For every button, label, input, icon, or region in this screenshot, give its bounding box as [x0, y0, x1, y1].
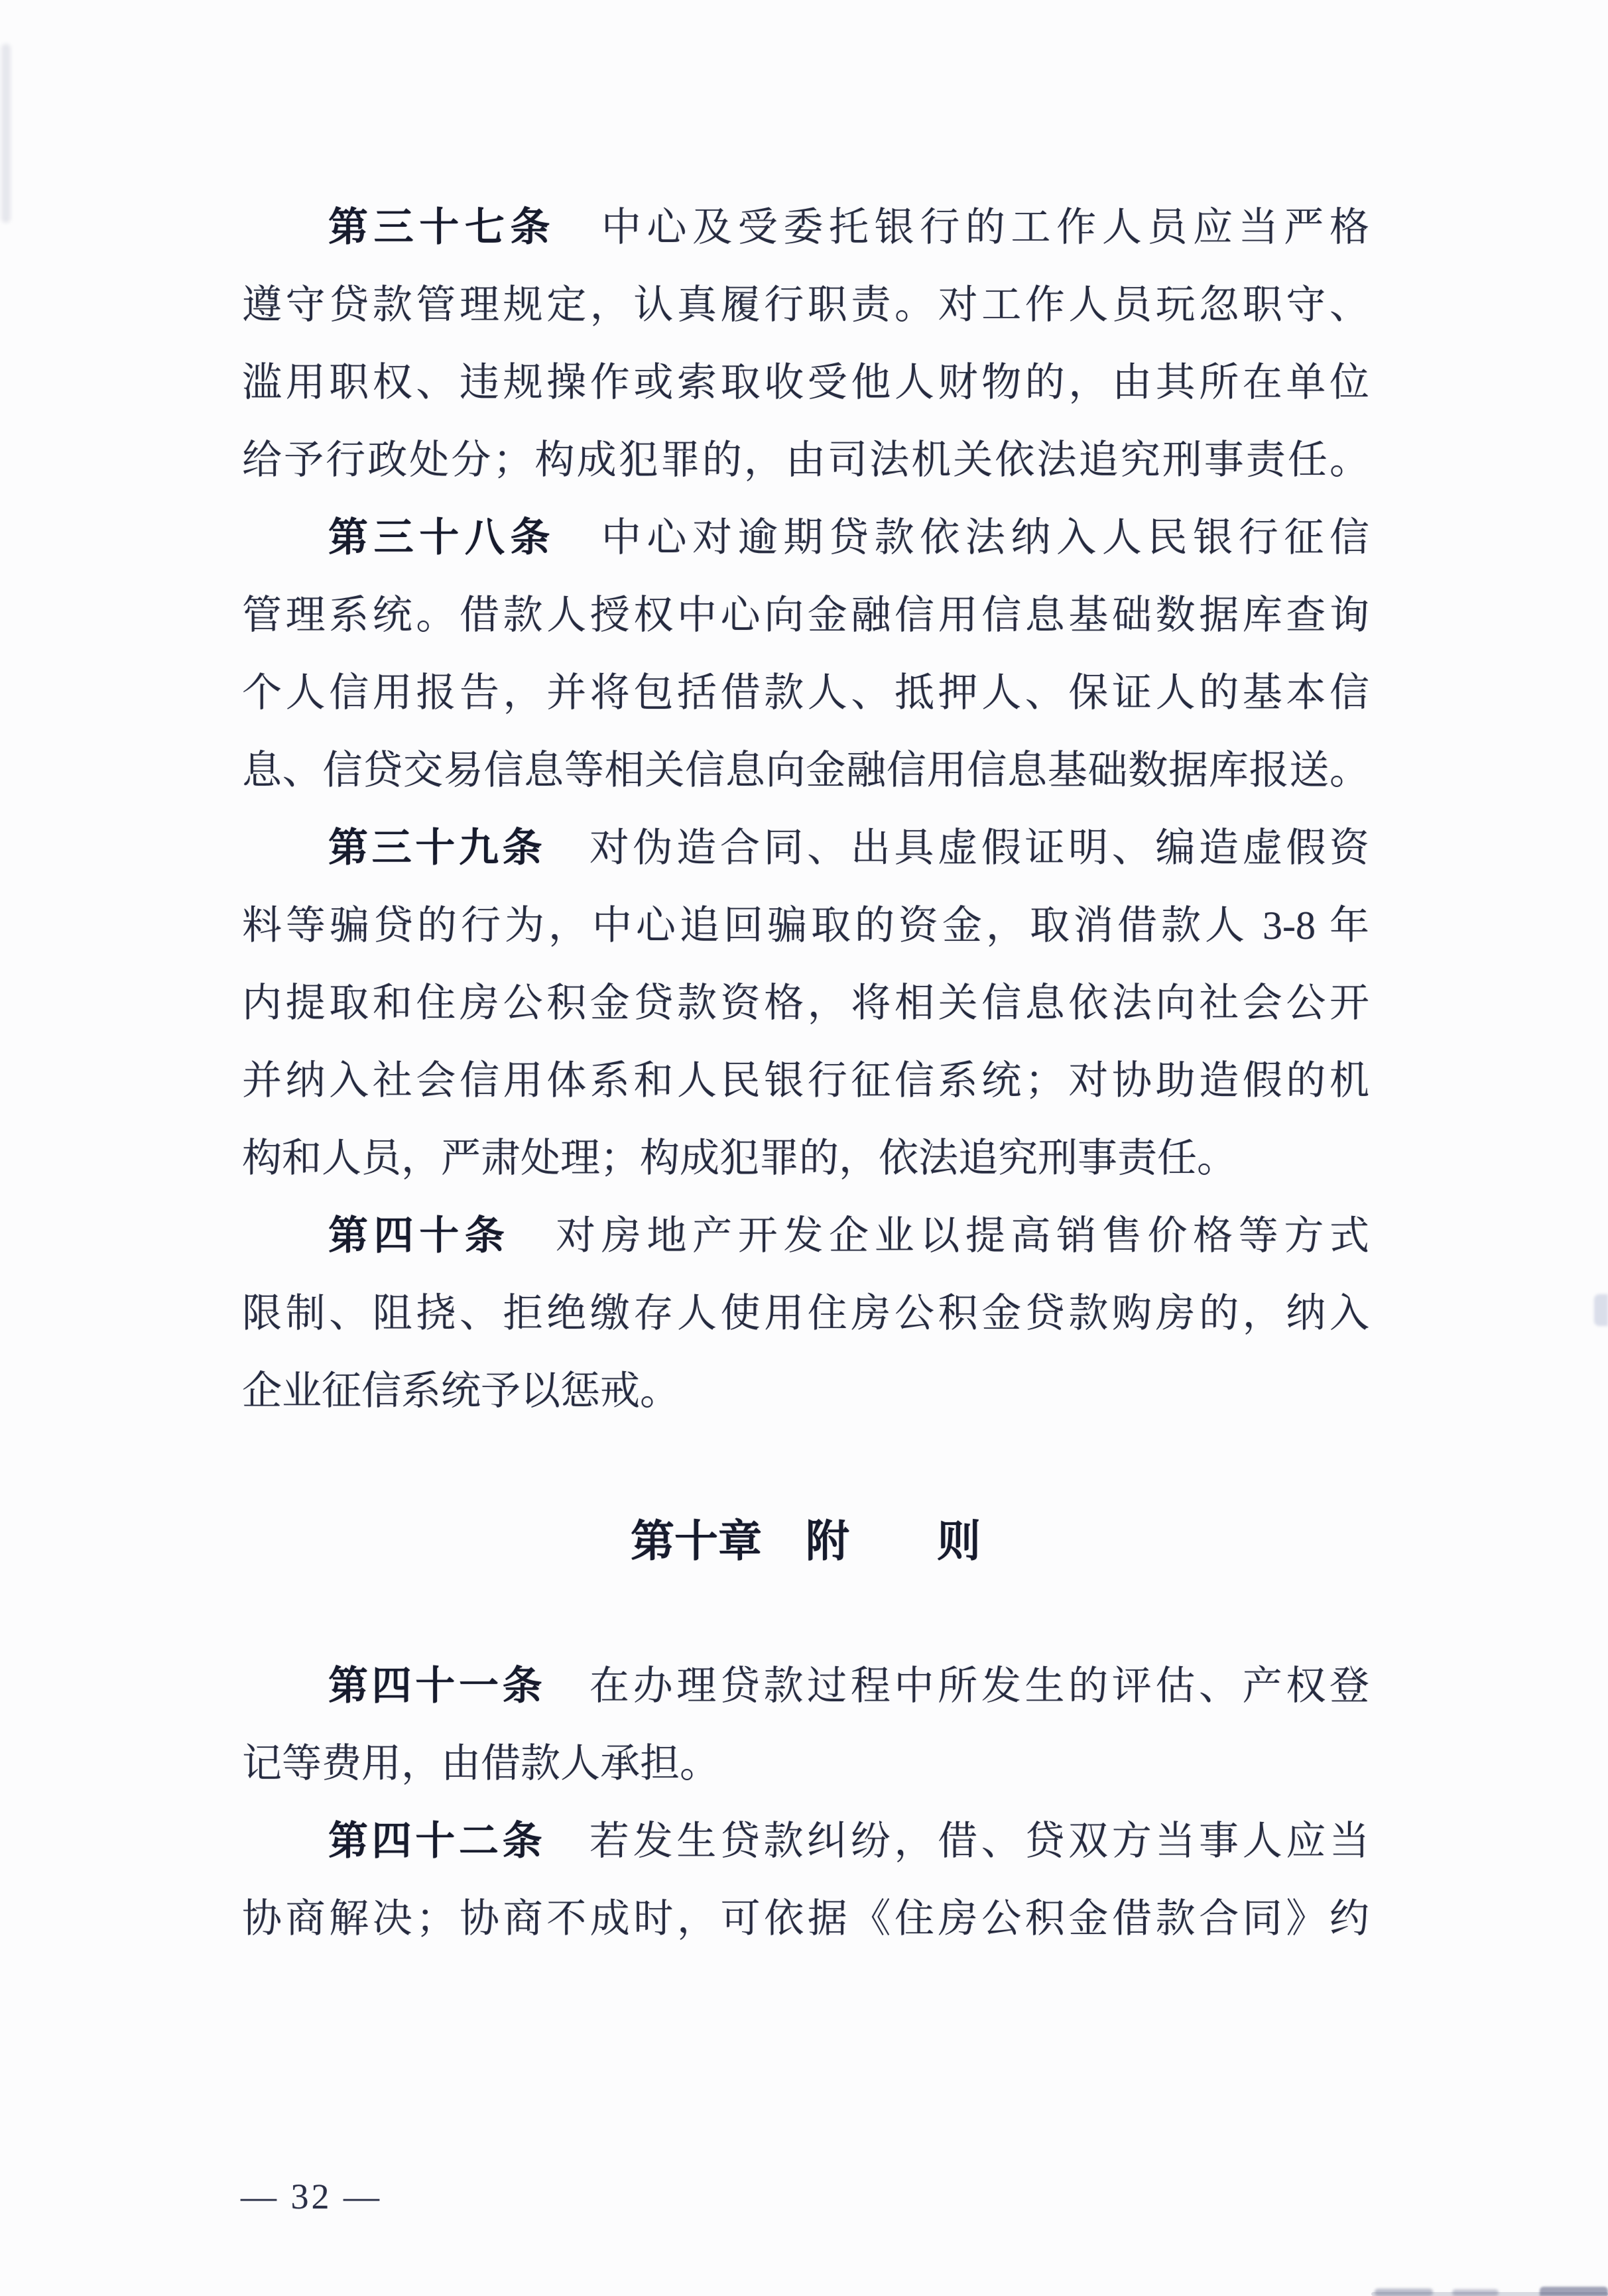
scan-artifact-bottom-smudge	[1452, 2289, 1499, 2296]
paragraph-article-38	[242, 499, 1369, 810]
text-line: 息、信贷交易信息等相关信息向金融信用信息基础数据库报送。	[242, 749, 1369, 792]
article-number-label: 第四十一条	[328, 1664, 546, 1708]
text-line: 协商解决；协商不成时，可依据《住房公积金借款合同》约	[242, 1897, 1369, 1941]
paragraph-article-39	[242, 810, 1369, 1197]
text-line: 第四十条 对房地产开发企业以提高销售价格等方式	[328, 1214, 1370, 1258]
paragraph-article-41	[242, 1648, 1369, 1803]
page-number: — 32 —	[241, 2177, 382, 2216]
text-line: 管理系统。借款人授权中心向金融信用信息基础数据库查询	[242, 593, 1369, 637]
text-line: 企业征信系统予以惩戒。	[242, 1369, 680, 1413]
text-line: 给予行政处分；构成犯罪的，由司法机关依法追究刑事责任。	[242, 438, 1369, 482]
scan-artifact-bottom-smudge	[1375, 2289, 1433, 2296]
text-line: 个人信用报告，并将包括借款人、抵押人、保证人的基本信	[242, 671, 1369, 715]
text-line: 第三十九条 对伪造合同、出具虚假证明、编造虚假资	[328, 826, 1370, 870]
text-line: 内提取和住房公积金贷款资格，将相关信息依法向社会公开	[242, 981, 1369, 1025]
text-line: 构和人员，严肃处理；构成犯罪的，依法追究刑事责任。	[242, 1136, 1237, 1180]
text-line: 第四十一条 在办理贷款过程中所发生的评估、产权登	[328, 1664, 1370, 1708]
scan-artifact-left-edge	[1, 44, 11, 223]
scan-artifact-bottom-line	[1371, 2292, 1608, 2296]
article-number-label: 第三十八条	[328, 516, 556, 560]
text-line: 记等费用，由借款人承担。	[242, 1742, 719, 1785]
paragraph-article-40	[242, 1197, 1369, 1430]
article-number-label: 第四十二条	[328, 1819, 546, 1863]
text-line: 限制、阻挠、拒绝缴存人使用住房公积金贷款购房的，纳入	[242, 1292, 1369, 1335]
text-line: 滥用职权、违规操作或索取收受他人财物的，由其所在单位	[242, 361, 1369, 404]
paragraph-article-37	[242, 189, 1369, 499]
paragraph-article-42	[242, 1803, 1369, 1958]
chapter-10-heading: 第十章 附 则	[631, 1518, 981, 1566]
text-line: 第三十七条 中心及受委托银行的工作人员应当严格	[328, 206, 1370, 249]
text-line: 并纳入社会信用体系和人民银行征信系统；对协助造假的机	[242, 1059, 1369, 1103]
scan-artifact-right-edge	[1594, 1294, 1608, 1326]
document-body	[242, 189, 1369, 1958]
text-line: 第四十二条 若发生贷款纠纷，借、贷双方当事人应当	[328, 1819, 1370, 1863]
text-line: 第三十八条 中心对逾期贷款依法纳入人民银行征信	[328, 516, 1370, 560]
article-number-label: 第四十条	[328, 1214, 511, 1258]
article-number-label: 第三十七条	[328, 206, 556, 249]
scan-artifact-bottom-smudge	[1540, 2287, 1608, 2296]
text-line: 遵守贷款管理规定，认真履行职责。对工作人员玩忽职守、	[242, 283, 1369, 327]
text-line: 料等骗贷的行为，中心追回骗取的资金，取消借款人 3-8 年	[242, 904, 1369, 947]
article-number-label: 第三十九条	[328, 826, 546, 870]
